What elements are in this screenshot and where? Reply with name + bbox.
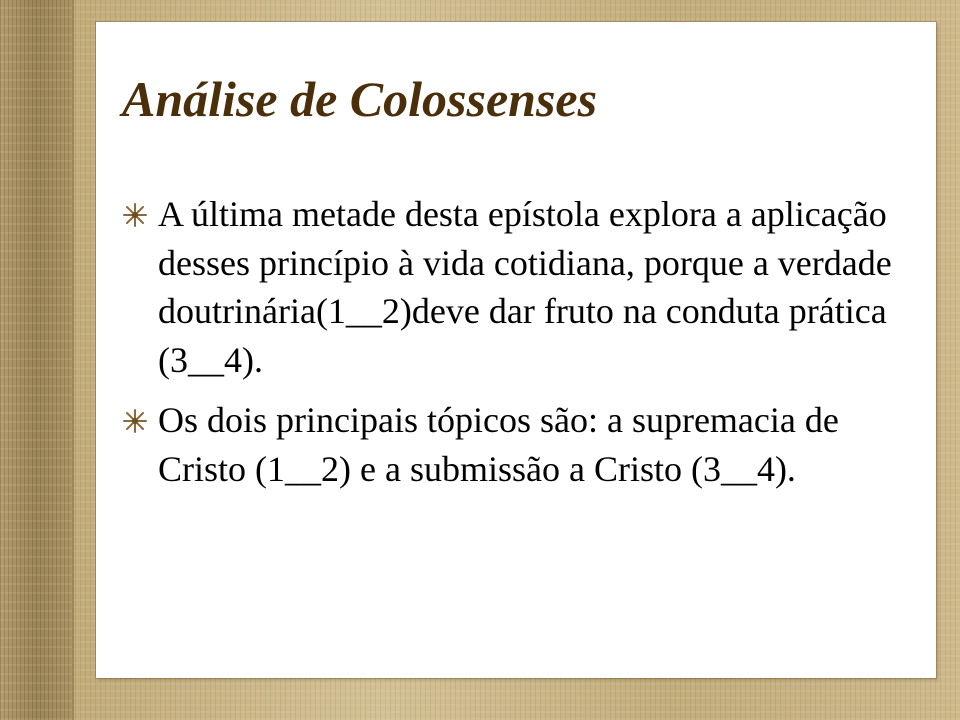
slide-title: Análise de Colossenses <box>122 71 598 127</box>
starburst-bullet-icon <box>122 202 148 228</box>
bullet-text: A última metade desta epístola explora a aplicação desses princípio à vida cotidiana, porque a verdade doutrinária(1__2)deve dar fruto na conduta prática (3__4). <box>158 194 892 380</box>
bullet-item <box>118 190 918 384</box>
left-strip-divider <box>72 0 74 720</box>
bullet-list <box>118 190 918 506</box>
bullet-item <box>118 396 918 493</box>
left-texture-strip <box>0 0 72 720</box>
bullet-text: Os dois principais tópicos são: a supremacia de Cristo (1__2) e a submissão a Cristo (3__4). <box>158 400 839 489</box>
starburst-bullet-icon <box>122 408 148 434</box>
